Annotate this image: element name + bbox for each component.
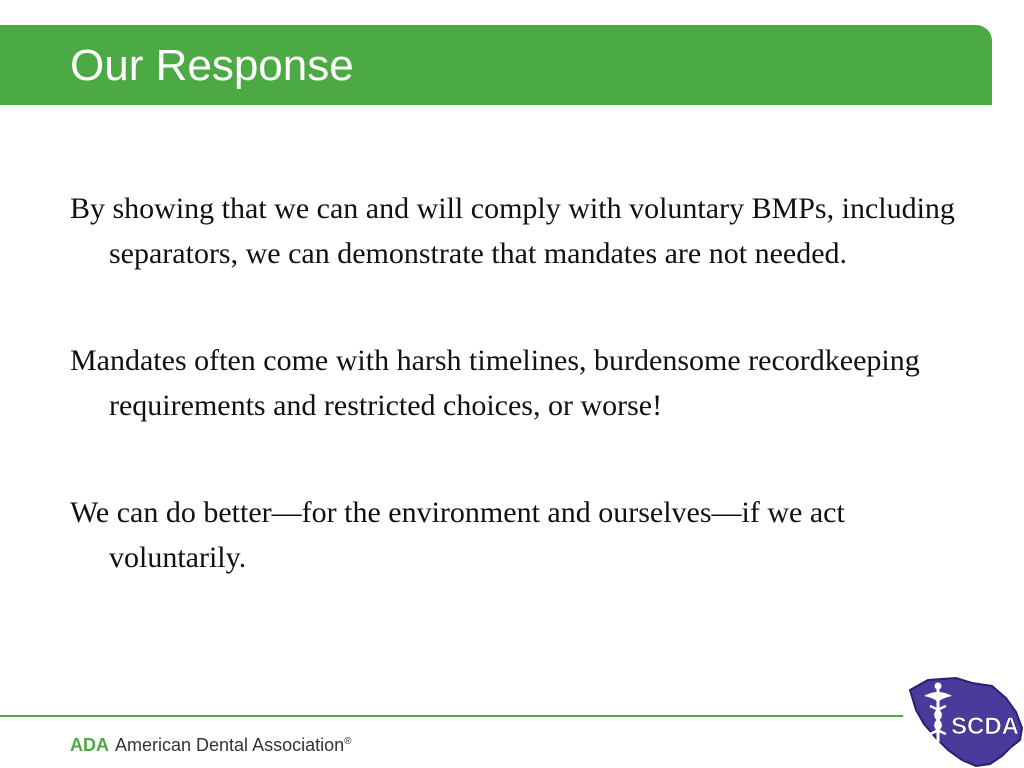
scda-logo xyxy=(906,676,1024,768)
scda-text: SCDA xyxy=(950,713,1020,740)
paragraph-1: By showing that we can and will comply with voluntary BMPs, including separators, we can demonstrate that mandates are not needed. xyxy=(70,192,955,270)
slide-title: Our Response xyxy=(70,41,354,90)
paragraph-2: Mandates often come with harsh timelines, burdensome recordkeeping requirements and restricted choices, or worse! xyxy=(70,344,920,422)
ada-brand xyxy=(70,730,352,757)
paragraph-3: We can do better—for the environment and ourselves—if we act voluntarily. xyxy=(70,496,845,574)
ada-name: American Dental Association xyxy=(115,735,345,755)
ada-abbreviation: ADA xyxy=(70,735,109,755)
registered-mark: ® xyxy=(344,736,352,747)
slide-body xyxy=(70,186,970,642)
footer-divider xyxy=(0,715,903,717)
